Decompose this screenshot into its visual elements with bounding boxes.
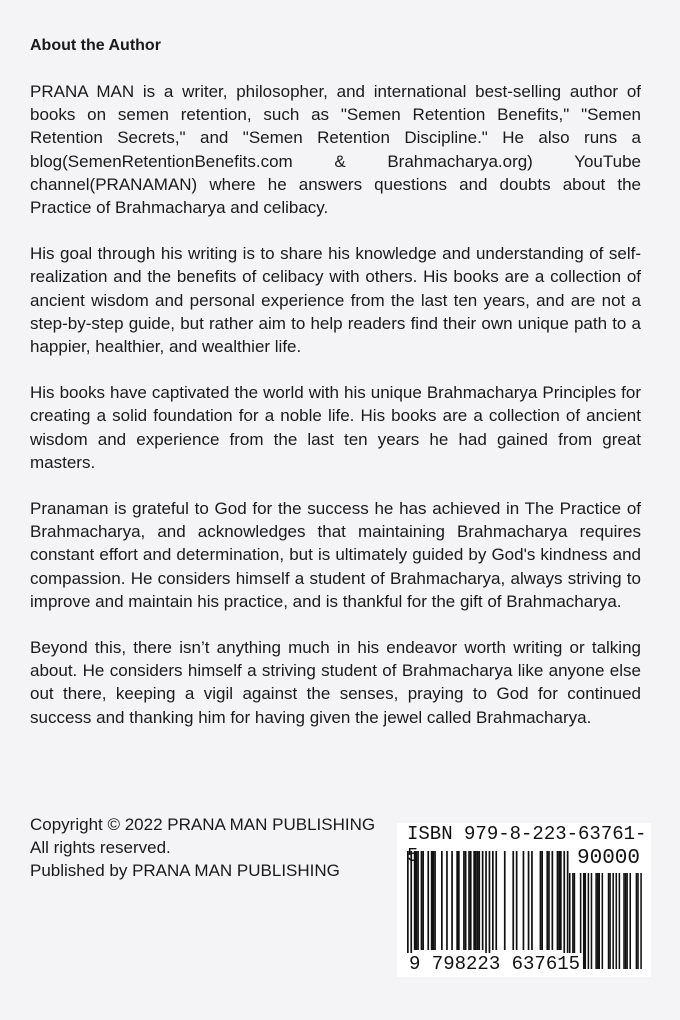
barcode-bar [588,873,590,969]
publisher-line: Published by PRANA MAN PUBLISHING [30,861,340,881]
section-heading: About the Author [30,37,161,54]
barcode-bar [612,873,614,969]
ean-digits: 9 798223 637615 [409,953,581,975]
barcode-bar [608,873,610,969]
isbn-label: ISBN 979-8-223-63761-5 [407,823,647,867]
paragraph-intro: PRANA MAN is a writer, philosopher, and international best-selling author of books on semen retention, such as "Semen Retention Benefits," "Semen Retention Secrets," and "Semen Retention Discipline." He also runs a blog(SemenRetentionBenefits.com & Brahmacharya.org) YouTube channel(PRANAMAN) where he answers questions and doubts about the Practice of Brahmacharya and celibacy. [30,82,641,218]
paragraph-captivated: His books have captivated the world with his unique Brahmacharya Principles for creating a solid foundation for a noble life. His books are a collection of ancient wisdom and experience from the last ten years he had gained from great masters. [30,383,641,472]
isbn-barcode [397,823,651,977]
barcode-bar [591,873,593,969]
barcode-bar [640,873,642,969]
barcode-bar [583,873,585,969]
barcode-bar [410,851,412,963]
paragraph-goal: His goal through his writing is to share his knowledge and understanding of self-realization and the benefits of celibacy with others. His books are a collection of ancient wisdom and personal experience from the last ten years, and are not a step-by-step guide, but rather aim to help readers find their own unique path to a happier, healthier, and wealthier life. [30,244,641,357]
barcode-bar [609,873,611,969]
barcode-bar [567,851,569,963]
barcode-bar [619,873,621,969]
barcode-bar [489,851,491,963]
rights-line: All rights reserved. [30,838,171,858]
barcode-bar [616,873,618,969]
barcode-bar [485,851,487,963]
barcode-bar [407,851,409,963]
barcode-bar [585,873,587,969]
barcode-bar [623,873,625,969]
barcode-bar [629,873,631,969]
copyright-block [30,813,375,883]
barcode-bar [595,873,597,969]
about-author-section [30,34,641,752]
barcode-bar [597,873,599,969]
barcode-bar [598,873,600,969]
barcode-bar [636,873,638,969]
barcode-bar [637,873,639,969]
paragraph-gratitude: Pranaman is grateful to God for the success he has achieved in The Practice of Brahmacharya, and acknowledges that maintaining Brahmacharya requires constant effort and determination, but is ultimately guided by God's kindness and compassion. He considers himself a student of Brahmacharya, always striving to improve and maintain his practice, and is thankful for the gift of Brahmacharya. [30,499,641,611]
barcode-bar [625,873,627,969]
paragraph-beyond: Beyond this, there isn’t anything much in his endeavor worth writing or talking about. He considers himself a striving student of Brahmacharya like anyone else out there, keeping a vigil against the senses, praying to God for continued success and thanking him for having given the jewel called Brahmacharya. [30,638,641,727]
barcode-bar [563,851,565,963]
barcode-bar [602,873,604,969]
price-code: 90000 [577,847,641,870]
copyright-line: Copyright © 2022 PRANA MAN PUBLISHING [30,815,376,834]
barcode-bar [626,873,628,969]
